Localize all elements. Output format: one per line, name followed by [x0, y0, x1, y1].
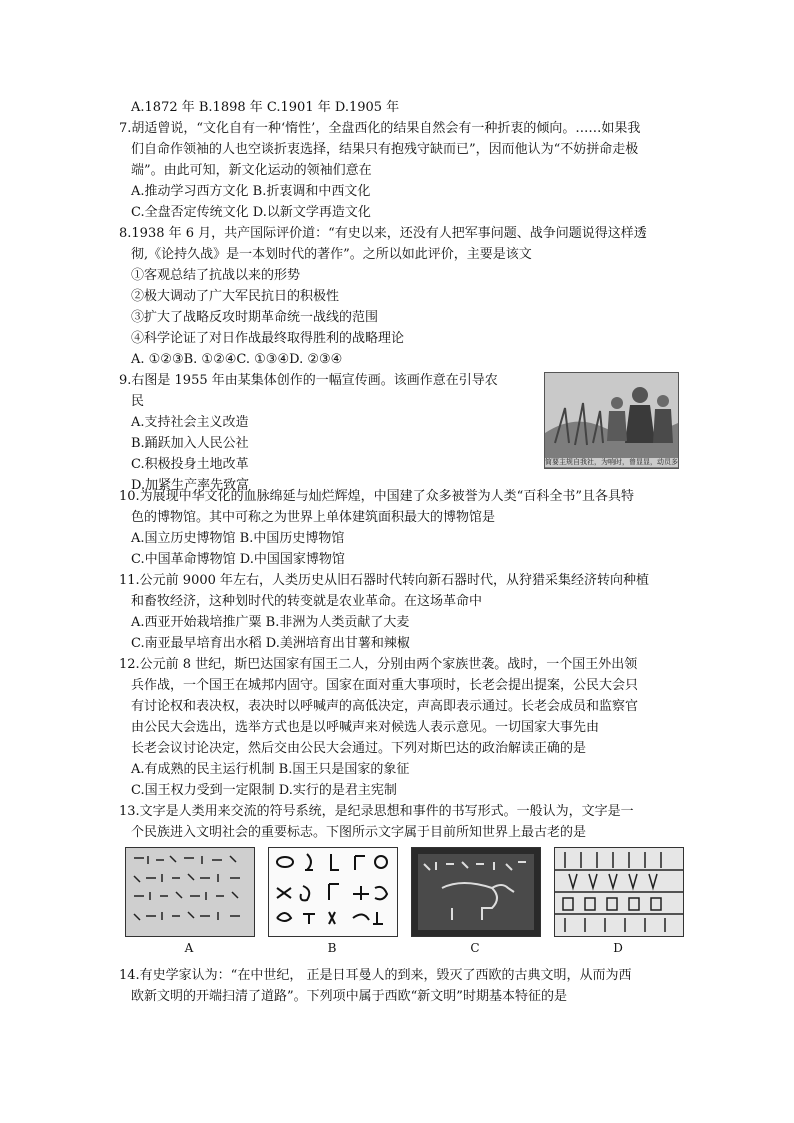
q12-stem-line: 12.公元前 8 世纪，斯巴达国家有国王二人，分别由两个家族世袭。战时，一个国王外出领	[119, 657, 638, 672]
script-label-a: A	[184, 941, 194, 955]
propaganda-poster-image	[544, 372, 679, 469]
q10-option-line: A.国立历史博物馆 B.中国历史博物馆	[131, 531, 345, 546]
q11-option-line: A.西亚开始栽培推广粟 B.非洲为人类贡献了大麦	[131, 615, 410, 630]
q8-item: ②极大调动了广大军民抗日的积极性	[131, 289, 340, 304]
question-10	[119, 486, 679, 570]
script-image-d	[554, 847, 684, 937]
question-8	[119, 223, 679, 370]
q7-stem-line: 们自命作领袖的人也空谈折衷选择，结果只有抱残守缺而已”，因而他认为“不妨拼命走极	[131, 142, 639, 157]
script-label-b: B	[327, 941, 337, 955]
q8-item: ③扩大了战略反攻时期革命统一战线的范围	[131, 310, 379, 325]
q7-option-line: A.推动学习西方文化 B.折衷调和中西文化	[131, 184, 371, 199]
q10-stem-line: 色的博物馆。其中可称之为世界上单体建筑面积最大的博物馆是	[131, 510, 496, 525]
script-image-a	[125, 847, 255, 937]
q8-stem-line: 8.1938 年 6 月，共产国际评价道：“有史以来，还没有人把军事问题、战争问题说得这样透	[119, 226, 647, 241]
q12-stem-line: 长老会议讨论决定，然后交由公民大会通过。下列对斯巴达的政治解读正确的是	[131, 741, 587, 756]
q12-option-line: C.国王权力受到一定限制 D.实行的是君主宪制	[131, 783, 397, 798]
q11-stem-line: 和畜牧经济，这种划时代的转变就是农业革命。在这场革命中	[131, 594, 483, 609]
q6-options: A.1872 年 B.1898 年 C.1901 年 D.1905 年	[131, 100, 400, 115]
q9-stem-line: 民	[131, 394, 145, 409]
exam-content	[119, 97, 679, 1007]
q9-option-line: C.积极投身土地改革	[131, 457, 249, 472]
q12-option-line: A.有成熟的民主运行机制 B.国王只是国家的象征	[131, 762, 410, 777]
question-11	[119, 570, 679, 654]
q13-stem-line: 个民族进入文明社会的重要标志。下图所示文字属于目前所知世界上最古老的是	[131, 825, 587, 840]
q8-options: A. ①②③B. ①②④C. ①③④D. ②③④	[131, 352, 343, 367]
q10-stem-line: 10.为展现中华文化的血脉绵延与灿烂辉煌，中国建了众多被誉为人类“百科全书”且各具特	[119, 489, 634, 504]
q12-stem-line: 由公民大会选出，选举方式也是以呼喊声来对候选人表示意见。一切国家大事先由	[131, 720, 600, 735]
question-14	[119, 965, 679, 1007]
q9-text	[119, 370, 529, 496]
question-12	[119, 654, 679, 801]
q12-stem-line: 兵作战，一个国王在城邦内固守。国家在面对重大事项时，长老会提出提案，公民大会只	[131, 678, 639, 693]
poster-caption: 简要主规自我社，为响时，曾显显，动员多	[545, 458, 678, 466]
q13-stem-line: 13.文字是人类用来交流的符号系统，是纪录思想和事件的书写形式。一般认为，文字是一	[119, 804, 634, 819]
q9-option-line: A.支持社会主义改造	[131, 415, 249, 430]
script-image-b	[268, 847, 398, 937]
question-13	[119, 801, 679, 965]
q9-option-line: B.踊跃加入人民公社	[131, 436, 249, 451]
q7-option-line: C.全盘否定传统文化 D.以新文学再造文化	[131, 205, 371, 220]
q8-item: ④科学论证了对日作战最终取得胜利的战略理论	[131, 331, 405, 346]
poster-illustration	[545, 373, 678, 468]
q9-option-line: D.加紧生产率先致富	[131, 478, 250, 493]
question-7	[119, 118, 679, 223]
q11-stem-line: 11.公元前 9000 年左右，人类历史从旧石器时代转向新石器时代，从狩猎采集经济转向种植	[119, 573, 650, 588]
q8-stem-line: 彻,《论持久战》是一本划时代的著作”。之所以如此评价，主要是该文	[131, 247, 532, 262]
ancient-scripts-figure	[119, 847, 679, 965]
q8-item: ①客观总结了抗战以来的形势	[131, 268, 301, 283]
q11-option-line: C.南亚最早培育出水稻 D.美洲培育出甘薯和辣椒	[131, 636, 410, 651]
question-9	[119, 370, 679, 493]
q14-stem-line: 14.有史学家认为：“在中世纪， 正是日耳曼人的到来，毁灭了西欧的古典文明，从而为西	[119, 968, 632, 983]
q7-stem-line: 7.胡适曾说，“文化自有一种‘惰性’，全盘西化的结果自然会有一种折衷的倾向。……如果我	[119, 121, 641, 136]
q7-stem-line: 端”。由此可知，新文化运动的领袖们意在	[131, 163, 372, 178]
q14-stem-line: 欧新文明的开端扫清了道路”。下列项中属于西欧“新文明”时期基本特征的是	[131, 989, 567, 1004]
q10-option-line: C.中国革命博物馆 D.中国国家博物馆	[131, 552, 345, 567]
script-label-c: C	[470, 941, 480, 955]
script-label-d: D	[613, 941, 623, 955]
script-image-c	[411, 847, 541, 937]
q9-stem-line: 9.右图是 1955 年由某集体创作的一幅宣传画。该画作意在引导农	[119, 373, 498, 388]
q12-stem-line: 有讨论权和表决权，表决时以呼喊声的高低决定，声高即表示通过。长老会成员和监察官	[131, 699, 639, 714]
